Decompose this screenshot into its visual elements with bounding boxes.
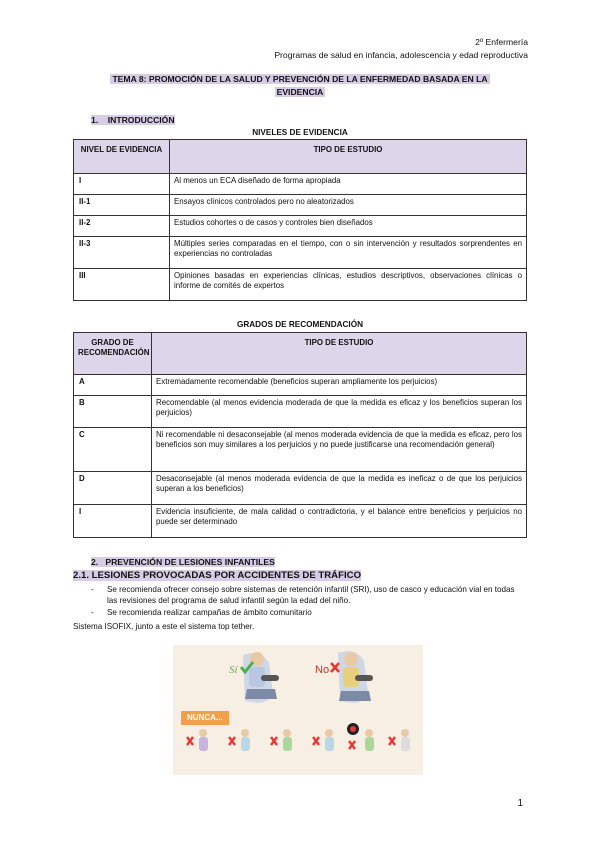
page-header — [274, 36, 528, 62]
grade-level: B — [74, 396, 152, 428]
correct-seat-figure — [243, 652, 279, 703]
evidence-desc: Estudios cohortes o de casos y controles bien diseñados — [170, 216, 527, 237]
table-row — [74, 269, 527, 301]
incorrect-seat-figure — [338, 651, 373, 703]
grade-desc: Desaconsejable (al menos moderada evidencia de que la medida es ineficaz o de que los perjuicios superan a los beneficios) — [152, 472, 527, 505]
section-2-title: PREVENCIÓN DE LESIONES INFANTILES — [105, 557, 275, 567]
section-1-number: 1. — [91, 115, 99, 125]
section-2-heading — [91, 557, 275, 568]
subsection-2-1-title: 2.1. LESIONES PROVOCADAS POR ACCIDENTES DE TRÁFICO — [73, 570, 362, 581]
page-number: 1 — [517, 798, 523, 809]
nunca-label: NUNCA... — [181, 711, 229, 725]
table-row — [74, 472, 527, 505]
grade-desc: Extremadamente recomendable (beneficios superan ampliamente los perjuicios) — [152, 375, 527, 396]
never-figures-row — [187, 723, 410, 751]
subsection-2-1-heading — [73, 570, 361, 582]
cross-icon — [229, 737, 235, 745]
grade-desc: Evidencia insuficiente, de mala calidad o contradictoria, y el balance entre beneficios y perjuicios no puede ser determinado — [152, 505, 527, 538]
evidence-level: II-2 — [74, 216, 170, 237]
table-row — [74, 505, 527, 538]
cross-icon — [389, 737, 395, 745]
bullet-text: Se recomienda realizar campañas de ámbito comunitario — [107, 607, 312, 617]
no-label: No — [315, 664, 330, 676]
cross-icon — [313, 737, 319, 745]
title-line-2: EVIDENCIA — [276, 87, 324, 98]
header-course: 2º Enfermería — [475, 37, 528, 47]
evidence-col-level: NIVEL DE EVIDENCIA — [74, 140, 170, 174]
table-row — [74, 375, 527, 396]
grades-col-type: TIPO DE ESTUDIO — [152, 333, 527, 375]
evidence-desc: Opiniones basadas en experiencias clínicas, estudios descriptivos, observaciones clínicas o informe de comités de expertos — [170, 269, 527, 301]
table-row — [74, 396, 527, 428]
header-subject: Programas de salud en infancia, adolescencia y edad reproductiva — [274, 49, 528, 60]
grade-level: C — [74, 428, 152, 472]
section-1-heading — [91, 115, 175, 126]
car-seat-drawing — [173, 645, 423, 775]
bullet-list — [91, 584, 527, 618]
evidence-level: III — [74, 269, 170, 301]
isofix-text: Sistema ISOFIX, junto a este el sistema top tether. — [73, 622, 255, 631]
grades-table-caption: GRADOS DE RECOMENDACIÓN — [236, 320, 363, 329]
table-row — [74, 174, 527, 195]
evidence-level: II-3 — [74, 237, 170, 269]
section-1-title: INTRODUCCIÓN — [107, 115, 175, 125]
grade-level: I — [74, 505, 152, 538]
evidence-table — [73, 139, 527, 301]
list-item: - Se recomienda realizar campañas de ámbito comunitario — [91, 607, 312, 617]
grade-desc: Recomendable (al menos evidencia moderada de que la medida es eficaz y los beneficios superan los perjuicios) — [152, 396, 527, 428]
grades-table — [73, 332, 527, 538]
grades-col-grade: GRADO DE RECOMENDACIÓN — [74, 333, 152, 375]
cross-icon — [187, 737, 193, 745]
table-row — [74, 195, 527, 216]
page-title — [84, 73, 516, 100]
table-row — [74, 428, 527, 472]
evidence-desc: Al menos un ECA diseñado de forma apropiada — [170, 174, 527, 195]
cross-icon — [349, 741, 355, 749]
bullet-text: Se recomienda ofrecer consejo sobre sistemas de retención infantil (SRI), uso de casco y educación vial en todas las revisiones del programa de salud infantil según la edad del niño. — [107, 585, 515, 606]
table-row — [74, 216, 527, 237]
grade-level: A — [74, 375, 152, 396]
cross-icon — [271, 737, 277, 745]
cross-icon — [331, 663, 339, 672]
grade-desc: Ni recomendable ni desaconsejable (al menos moderada evidencia de que la medida es eficaz, pero los beneficios son muy similares a los perjuicios y no puede justificarse una recomendación general) — [152, 428, 527, 472]
evidence-desc: Ensayos clínicos controlados pero no aleatorizados — [170, 195, 527, 216]
car-seat-illustration — [173, 645, 423, 775]
evidence-desc: Múltiples series comparadas en el tiempo, con o sin intervención y resultados sorprendentes en experiencias no controladas — [170, 237, 527, 269]
evidence-col-type: TIPO DE ESTUDIO — [170, 140, 527, 174]
evidence-table-caption: NIVELES DE EVIDENCIA — [252, 128, 348, 137]
table-row — [74, 237, 527, 269]
section-2-number: 2. — [91, 557, 99, 567]
evidence-level: I — [74, 174, 170, 195]
list-item: - Se recomienda ofrecer consejo sobre sistemas de retención infantil (SRI), uso de casco y educación vial en todas las revisiones del programa de salud infantil según la edad del niño. — [91, 584, 527, 607]
title-line-1: TEMA 8: PROMOCIÓN DE LA SALUD Y PREVENCIÓN DE LA ENFERMEDAD BASADA EN LA — [112, 74, 488, 84]
grade-level: D — [74, 472, 152, 505]
evidence-level: II-1 — [74, 195, 170, 216]
si-label: Sí — [229, 664, 238, 676]
